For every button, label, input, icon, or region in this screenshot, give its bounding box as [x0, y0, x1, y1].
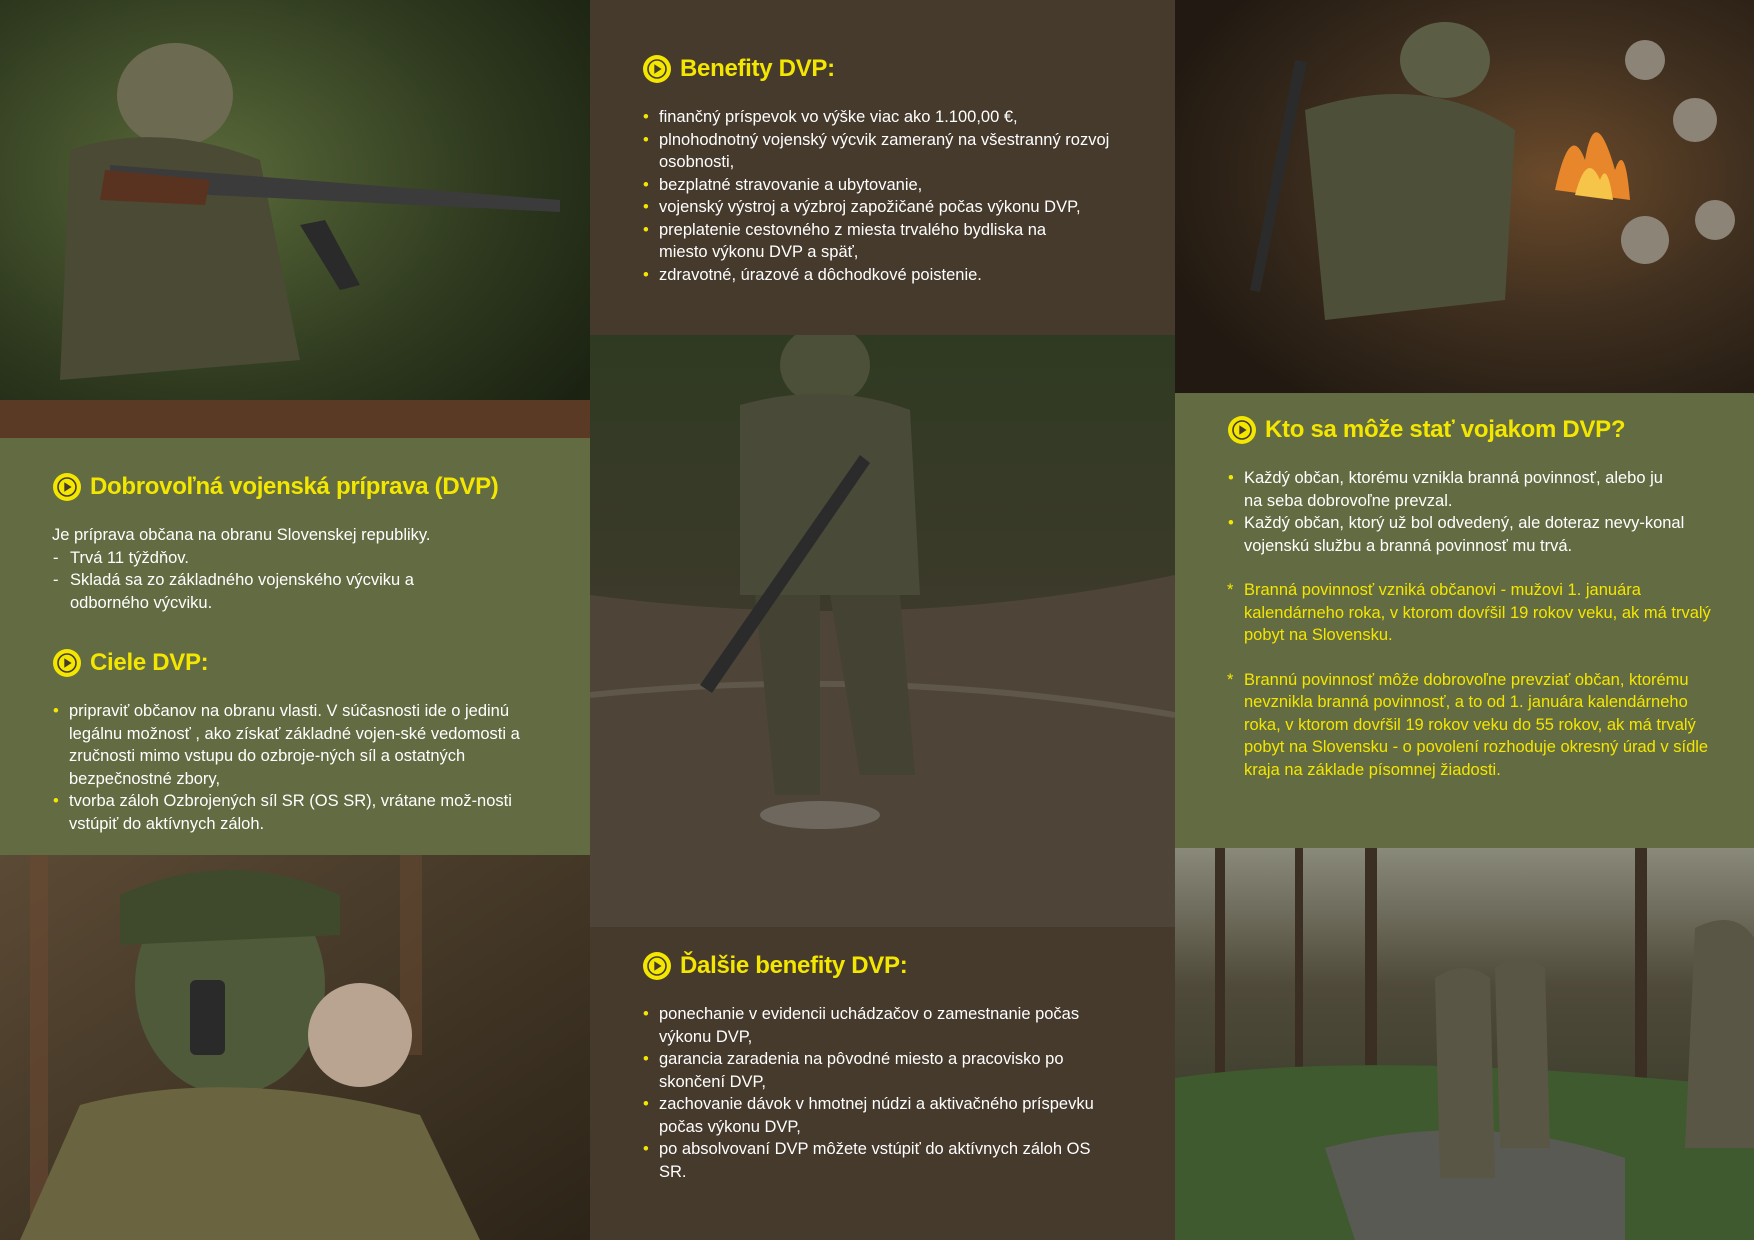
photo-soldier-face-paint — [0, 855, 590, 1240]
list-item: • preplatenie cestovného z miesta trvalého bydliska na miesto výkonu DVP a späť, — [642, 219, 1099, 264]
dvp-panel — [0, 438, 590, 855]
benefity-section — [642, 54, 1135, 286]
ciele-list — [52, 700, 522, 835]
dvp-heading — [52, 472, 560, 502]
note-item: * Brannú povinnosť môže dobrovoľne prevziať občan, ktorému nevznikla branná povinnosť, a to od 1. januára kalendárneho roka, v ktorom dovŕšil 19 rokov veku do 55 rokov, ak má trvalý pobyt na Slovensku - o povolení rozhoduje okresný úrad v sídle kraja na základe písomnej žiadosti. — [1227, 669, 1724, 782]
dalsie-benefity-panel — [590, 927, 1175, 1240]
play-circle-icon — [1227, 415, 1257, 445]
list-item: • garancia zaradenia na pôvodné miesto a pracovisko po skončení DVP, — [642, 1048, 1112, 1093]
benefity-list — [642, 106, 1112, 286]
dvp-list — [52, 547, 560, 615]
list-item: • Každý občan, ktorý už bol odvedený, ale doteraz nevy-konal vojenskú službu a branná povinnosť mu trvá. — [1227, 512, 1707, 557]
left-column — [0, 0, 590, 1240]
dalsie-heading — [642, 951, 1135, 981]
dvp-title: Dobrovoľná vojenská príprava (DVP) — [90, 472, 499, 500]
photo-soldier-crossing-stream — [590, 335, 1175, 927]
play-circle-icon — [52, 472, 82, 502]
list-item: • Každý občan, ktorému vznikla branná povinnosť, alebo ju na seba dobrovoľne prevzal. — [1227, 467, 1674, 512]
right-column — [1175, 0, 1754, 1240]
list-item: • ponechanie v evidencii uchádzačov o zamestnanie počas výkonu DVP, — [642, 1003, 1099, 1048]
dvp-section — [52, 472, 560, 614]
list-item: • po absolvovaní DVP môžete vstúpiť do aktívnych záloh OS SR. — [642, 1138, 1112, 1183]
ciele-section — [52, 648, 560, 835]
photo-soldier-campfire — [1175, 0, 1754, 393]
kto-list — [1227, 467, 1707, 557]
play-circle-icon — [642, 951, 672, 981]
kto-heading — [1227, 415, 1730, 445]
list-item: • zachovanie dávok v hmotnej núdzi a aktivačného príspevku počas výkonu DVP, — [642, 1093, 1099, 1138]
list-item: • bezplatné stravovanie a ubytovanie, — [642, 174, 1112, 197]
benefity-title: Benefity DVP: — [680, 54, 835, 82]
ciele-title: Ciele DVP: — [90, 648, 209, 676]
kto-section — [1227, 415, 1730, 781]
ciele-heading — [52, 648, 560, 678]
list-item: • plnohodnotný vojenský výcvik zameraný na všestranný rozvoj osobnosti, — [642, 129, 1112, 174]
kto-panel — [1175, 393, 1754, 848]
dalsie-list — [642, 1003, 1112, 1183]
play-circle-icon — [52, 648, 82, 678]
dvp-intro: Je príprava občana na obranu Slovenskej republiky. — [52, 526, 431, 544]
middle-column — [590, 0, 1175, 1240]
list-item: • tvorba záloh Ozbrojených síl SR (OS SR), vrátane mož-nosti vstúpiť do aktívnych záloh. — [52, 790, 522, 835]
list-item: • pripraviť občanov na obranu vlasti. V súčasnosti ide o jedinú legálnu možnosť , ako získať základné vojen-ské vedomosti a zručnosti mimo vstupu do ozbroje-ných síl a ostatných bezpečnostné zbory, — [52, 700, 522, 790]
play-circle-icon — [642, 54, 672, 84]
note-item: * Branná povinnosť vzniká občanovi - mužovi 1. januára kalendárneho roka, v ktorom dovŕšil 19 rokov veku, ak má trvalý pobyt na Slovensku. — [1227, 579, 1714, 647]
dalsie-title: Ďalšie benefity DVP: — [680, 951, 908, 979]
benefity-panel — [590, 0, 1175, 335]
list-item: - Skladá sa zo základného vojenského výcviku a odborného výcviku. — [52, 569, 480, 614]
dalsie-section — [642, 951, 1135, 1183]
list-item: • zdravotné, úrazové a dôchodkové poistenie. — [642, 264, 1112, 287]
benefity-heading — [642, 54, 1135, 84]
list-item: • finančný príspevok vo výške viac ako 1.100,00 €, — [642, 106, 1112, 129]
list-item: - Trvá 11 týždňov. — [52, 547, 560, 570]
kto-title: Kto sa môže stať vojakom DVP? — [1265, 415, 1626, 443]
photo-soldiers-patrol-forest — [1175, 848, 1754, 1240]
photo-soldier-aiming-rifle — [0, 0, 590, 438]
list-item: • vojenský výstroj a výzbroj zapožičané počas výkonu DVP, — [642, 196, 1112, 219]
